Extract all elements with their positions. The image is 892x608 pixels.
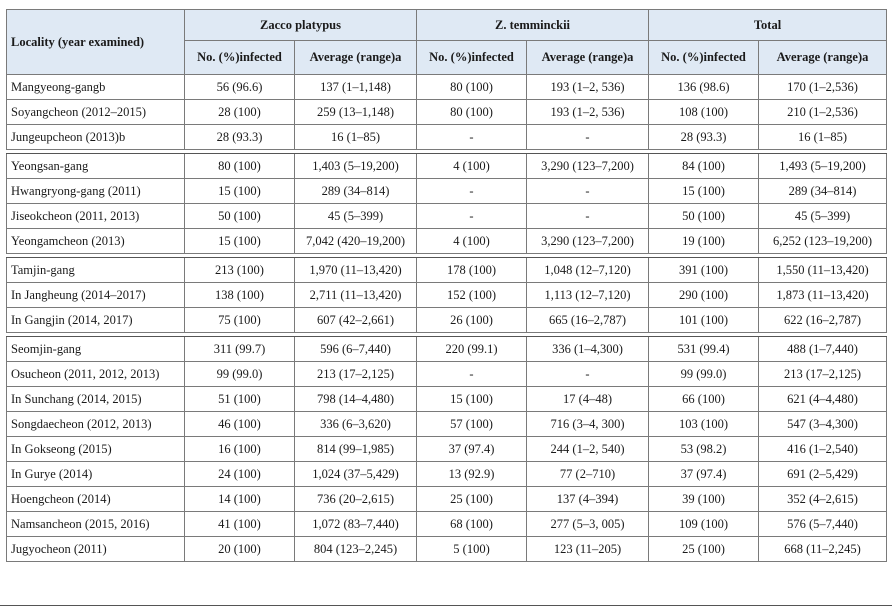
infected-cell: 103 (100)	[649, 412, 759, 437]
average-range-cell: -	[527, 362, 649, 387]
infected-cell: 25 (100)	[417, 487, 527, 512]
infected-cell: 57 (100)	[417, 412, 527, 437]
locality-cell: In Gurye (2014)	[7, 462, 185, 487]
subheader-average: Average (range)a	[527, 41, 649, 75]
average-range-cell: 2,711 (11–13,420)	[295, 283, 417, 308]
species-header-zacco-platypus: Zacco platypus	[185, 10, 417, 41]
table-row	[7, 179, 887, 204]
average-range-cell: 3,290 (123–7,200)	[527, 229, 649, 254]
infected-cell: 80 (100)	[185, 154, 295, 179]
infected-cell: 531 (99.4)	[649, 337, 759, 362]
infected-cell: 178 (100)	[417, 258, 527, 283]
infected-cell: 99 (99.0)	[185, 362, 295, 387]
table-row	[7, 437, 887, 462]
average-range-cell: 1,550 (11–13,420)	[759, 258, 887, 283]
average-range-cell: -	[527, 179, 649, 204]
average-range-cell: 289 (34–814)	[759, 179, 887, 204]
infected-cell: 68 (100)	[417, 512, 527, 537]
average-range-cell: 804 (123–2,245)	[295, 537, 417, 562]
average-range-cell: 576 (5–7,440)	[759, 512, 887, 537]
average-range-cell: 1,493 (5–19,200)	[759, 154, 887, 179]
average-range-cell: 736 (20–2,615)	[295, 487, 417, 512]
infected-cell: 26 (100)	[417, 308, 527, 333]
average-range-cell: 1,113 (12–7,120)	[527, 283, 649, 308]
table-row	[7, 462, 887, 487]
infected-cell: 290 (100)	[649, 283, 759, 308]
infected-cell: 152 (100)	[417, 283, 527, 308]
average-range-cell: 210 (1–2,536)	[759, 100, 887, 125]
locality-cell: Jugyocheon (2011)	[7, 537, 185, 562]
table-row	[7, 75, 887, 100]
average-range-cell: 7,042 (420–19,200)	[295, 229, 417, 254]
table-row	[7, 204, 887, 229]
infected-cell: 138 (100)	[185, 283, 295, 308]
average-range-cell: 6,252 (123–19,200)	[759, 229, 887, 254]
infected-cell: 15 (100)	[649, 179, 759, 204]
average-range-cell: 621 (4–4,480)	[759, 387, 887, 412]
locality-cell: Jiseokcheon (2011, 2013)	[7, 204, 185, 229]
subheader-infected: No. (%)infected	[417, 41, 527, 75]
infected-cell: 109 (100)	[649, 512, 759, 537]
locality-cell: Soyangcheon (2012–2015)	[7, 100, 185, 125]
infected-cell: 15 (100)	[185, 179, 295, 204]
infected-cell: 37 (97.4)	[417, 437, 527, 462]
infected-cell: 13 (92.9)	[417, 462, 527, 487]
subheader-average: Average (range)a	[759, 41, 887, 75]
average-range-cell: 665 (16–2,787)	[527, 308, 649, 333]
average-range-cell: 336 (6–3,620)	[295, 412, 417, 437]
infected-cell: 213 (100)	[185, 258, 295, 283]
locality-cell: Yeongamcheon (2013)	[7, 229, 185, 254]
table-row	[7, 125, 887, 150]
table-row	[7, 100, 887, 125]
infected-cell: 15 (100)	[417, 387, 527, 412]
infected-cell: 50 (100)	[649, 204, 759, 229]
locality-cell: Tamjin-gang	[7, 258, 185, 283]
average-range-cell: 17 (4–48)	[527, 387, 649, 412]
average-range-cell: 416 (1–2,540)	[759, 437, 887, 462]
average-range-cell: 45 (5–399)	[295, 204, 417, 229]
infected-cell: -	[417, 204, 527, 229]
infected-cell: 220 (99.1)	[417, 337, 527, 362]
infected-cell: 28 (93.3)	[185, 125, 295, 150]
locality-cell: In Jangheung (2014–2017)	[7, 283, 185, 308]
subheader-infected: No. (%)infected	[649, 41, 759, 75]
average-range-cell: 259 (13–1,148)	[295, 100, 417, 125]
infected-cell: -	[417, 179, 527, 204]
infected-cell: 25 (100)	[649, 537, 759, 562]
locality-cell: In Gangjin (2014, 2017)	[7, 308, 185, 333]
infected-cell: 46 (100)	[185, 412, 295, 437]
table-row	[7, 154, 887, 179]
table-row	[7, 537, 887, 562]
average-range-cell: 488 (1–7,440)	[759, 337, 887, 362]
infected-cell: 50 (100)	[185, 204, 295, 229]
average-range-cell: 213 (17–2,125)	[295, 362, 417, 387]
locality-header: Locality (year examined)	[7, 10, 185, 75]
table-row	[7, 337, 887, 362]
infected-cell: 391 (100)	[649, 258, 759, 283]
infected-cell: 20 (100)	[185, 537, 295, 562]
infected-cell: 4 (100)	[417, 229, 527, 254]
table-row	[7, 229, 887, 254]
table-row	[7, 387, 887, 412]
subheader-infected: No. (%)infected	[185, 41, 295, 75]
average-range-cell: 1,873 (11–13,420)	[759, 283, 887, 308]
infected-cell: 84 (100)	[649, 154, 759, 179]
infected-cell: 4 (100)	[417, 154, 527, 179]
infected-cell: 15 (100)	[185, 229, 295, 254]
average-range-cell: 3,290 (123–7,200)	[527, 154, 649, 179]
locality-cell: Hoengcheon (2014)	[7, 487, 185, 512]
infected-cell: 19 (100)	[649, 229, 759, 254]
infected-cell: 80 (100)	[417, 100, 527, 125]
average-range-cell: 596 (6–7,440)	[295, 337, 417, 362]
infected-cell: 28 (100)	[185, 100, 295, 125]
infected-cell: 136 (98.6)	[649, 75, 759, 100]
infected-cell: 75 (100)	[185, 308, 295, 333]
average-range-cell: 289 (34–814)	[295, 179, 417, 204]
average-range-cell: 1,048 (12–7,120)	[527, 258, 649, 283]
average-range-cell: 16 (1–85)	[759, 125, 887, 150]
average-range-cell: -	[527, 125, 649, 150]
table-row	[7, 362, 887, 387]
locality-cell: Yeongsan-gang	[7, 154, 185, 179]
infected-cell: 16 (100)	[185, 437, 295, 462]
infected-cell: 14 (100)	[185, 487, 295, 512]
infected-cell: 37 (97.4)	[649, 462, 759, 487]
average-range-cell: 691 (2–5,429)	[759, 462, 887, 487]
species-header-z-temminckii: Z. temminckii	[417, 10, 649, 41]
average-range-cell: 352 (4–2,615)	[759, 487, 887, 512]
infected-cell: 39 (100)	[649, 487, 759, 512]
locality-cell: Seomjin-gang	[7, 337, 185, 362]
average-range-cell: 798 (14–4,480)	[295, 387, 417, 412]
subheader-average: Average (range)a	[295, 41, 417, 75]
infected-cell: 53 (98.2)	[649, 437, 759, 462]
average-range-cell: 814 (99–1,985)	[295, 437, 417, 462]
infected-cell: 5 (100)	[417, 537, 527, 562]
average-range-cell: 716 (3–4, 300)	[527, 412, 649, 437]
infection-table	[6, 9, 887, 562]
average-range-cell: 77 (2–710)	[527, 462, 649, 487]
average-range-cell: 607 (42–2,661)	[295, 308, 417, 333]
average-range-cell: 1,970 (11–13,420)	[295, 258, 417, 283]
infected-cell: -	[417, 125, 527, 150]
average-range-cell: 244 (1–2, 540)	[527, 437, 649, 462]
locality-cell: Osucheon (2011, 2012, 2013)	[7, 362, 185, 387]
average-range-cell: 336 (1–4,300)	[527, 337, 649, 362]
infected-cell: 41 (100)	[185, 512, 295, 537]
locality-cell: Jungeupcheon (2013)b	[7, 125, 185, 150]
table-row	[7, 512, 887, 537]
average-range-cell: 170 (1–2,536)	[759, 75, 887, 100]
average-range-cell: 16 (1–85)	[295, 125, 417, 150]
average-range-cell: 1,024 (37–5,429)	[295, 462, 417, 487]
table-body	[7, 75, 887, 562]
locality-cell: Namsancheon (2015, 2016)	[7, 512, 185, 537]
bottom-rule	[0, 605, 892, 606]
average-range-cell: 1,403 (5–19,200)	[295, 154, 417, 179]
locality-cell: Mangyeong-gangb	[7, 75, 185, 100]
infected-cell: 311 (99.7)	[185, 337, 295, 362]
average-range-cell: 213 (17–2,125)	[759, 362, 887, 387]
infected-cell: 101 (100)	[649, 308, 759, 333]
infected-cell: 99 (99.0)	[649, 362, 759, 387]
infected-cell: 108 (100)	[649, 100, 759, 125]
average-range-cell: 622 (16–2,787)	[759, 308, 887, 333]
average-range-cell: 45 (5–399)	[759, 204, 887, 229]
infected-cell: 80 (100)	[417, 75, 527, 100]
average-range-cell: 193 (1–2, 536)	[527, 100, 649, 125]
average-range-cell: 193 (1–2, 536)	[527, 75, 649, 100]
table-row	[7, 412, 887, 437]
infected-cell: 28 (93.3)	[649, 125, 759, 150]
average-range-cell: 547 (3–4,300)	[759, 412, 887, 437]
infected-cell: -	[417, 362, 527, 387]
average-range-cell: 1,072 (83–7,440)	[295, 512, 417, 537]
table-row	[7, 258, 887, 283]
average-range-cell: -	[527, 204, 649, 229]
average-range-cell: 137 (4–394)	[527, 487, 649, 512]
infected-cell: 51 (100)	[185, 387, 295, 412]
average-range-cell: 123 (11–205)	[527, 537, 649, 562]
locality-cell: In Sunchang (2014, 2015)	[7, 387, 185, 412]
species-header-total: Total	[649, 10, 887, 41]
average-range-cell: 137 (1–1,148)	[295, 75, 417, 100]
table-row	[7, 283, 887, 308]
average-range-cell: 668 (11–2,245)	[759, 537, 887, 562]
table-row	[7, 308, 887, 333]
infected-cell: 24 (100)	[185, 462, 295, 487]
infected-cell: 66 (100)	[649, 387, 759, 412]
table-header	[7, 10, 887, 75]
average-range-cell: 277 (5–3, 005)	[527, 512, 649, 537]
locality-cell: In Gokseong (2015)	[7, 437, 185, 462]
table-row	[7, 487, 887, 512]
infected-cell: 56 (96.6)	[185, 75, 295, 100]
locality-cell: Hwangryong-gang (2011)	[7, 179, 185, 204]
locality-cell: Songdaecheon (2012, 2013)	[7, 412, 185, 437]
